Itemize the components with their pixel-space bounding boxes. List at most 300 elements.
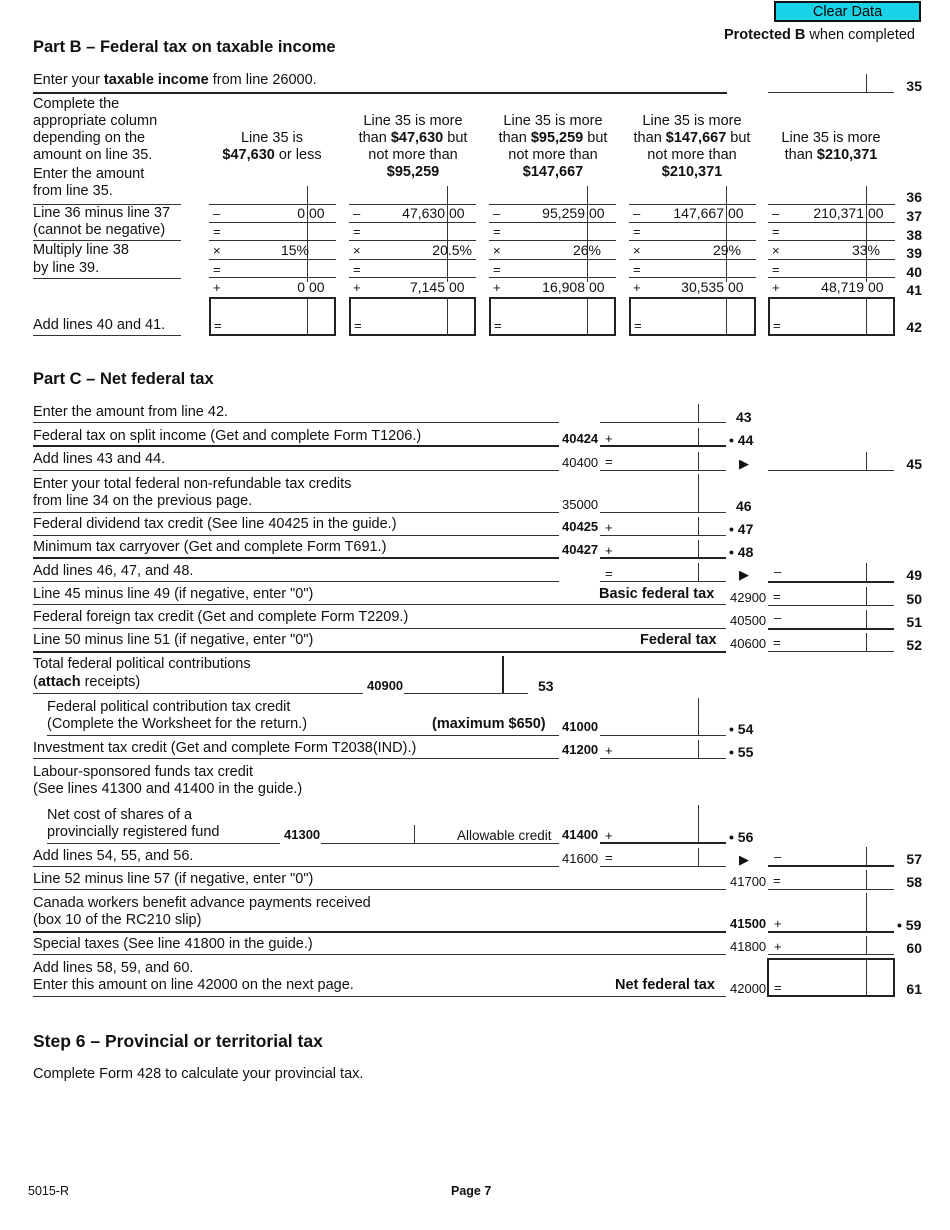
line41-cents: 00: [728, 279, 744, 295]
line37-cents: 00: [449, 205, 465, 221]
line40-input-col3[interactable]: [509, 261, 585, 277]
col1-h0: Line 35 is: [240, 130, 304, 146]
times-sign: ×: [353, 243, 361, 258]
l58-label: Line 52 minus line 57 (if negative, enter "0"): [33, 871, 314, 887]
col5-head: [764, 130, 898, 164]
equals-sign: =: [634, 318, 642, 333]
underline: [600, 470, 726, 471]
line56-input[interactable]: [615, 826, 695, 842]
underline: [768, 954, 894, 955]
cents-divider: [414, 825, 415, 843]
code-41400: 41400: [562, 827, 599, 842]
cents-divider: [866, 186, 867, 282]
line-number-40: 40: [906, 264, 922, 280]
line35-label: [33, 72, 317, 89]
divider: [47, 843, 280, 844]
cents-divider: [698, 698, 699, 735]
plus-sign: +: [493, 280, 501, 295]
line40-input-col2[interactable]: [369, 261, 445, 277]
plus-sign: +: [774, 916, 782, 931]
line51-input[interactable]: [785, 611, 864, 627]
line-number-57: 57: [906, 851, 922, 867]
cents-divider: [698, 740, 699, 758]
line59-input[interactable]: [785, 914, 864, 930]
instr-1: appropriate column: [33, 113, 158, 129]
line-number-43: 43: [736, 409, 752, 425]
divider: [33, 422, 559, 423]
line38: [209, 240, 336, 241]
line45-input[interactable]: [769, 453, 864, 469]
line41-dollars: 7,145: [409, 279, 445, 295]
part-c-title: Part C – Net federal tax: [33, 370, 214, 388]
underline: [768, 470, 894, 471]
code-40425: 40425: [562, 519, 599, 534]
underline: [768, 651, 894, 652]
underline: [768, 581, 894, 583]
rate: 29%: [712, 242, 741, 258]
line41-dollars: 30,535: [681, 279, 724, 295]
l55-label: Investment tax credit (Get and complete Form T2038(IND).): [33, 740, 417, 756]
l43-label: Enter the amount from line 42.: [33, 404, 229, 420]
instr-0: Complete the: [33, 96, 120, 112]
cents-divider: [698, 428, 699, 445]
divider: [33, 758, 559, 759]
line-number-55: • 55: [729, 744, 754, 760]
attach-bold: attach: [37, 674, 81, 690]
minus-sign: –: [493, 206, 501, 221]
divider: [47, 735, 559, 736]
line45a-input[interactable]: [615, 453, 695, 469]
col3-h2: not more than: [508, 147, 598, 163]
equals-sign: =: [773, 635, 781, 650]
col2-h1: than $47,630 but: [358, 130, 468, 146]
cents-divider: [698, 452, 699, 470]
plus-sign: +: [772, 280, 780, 295]
rate: 20.5%: [432, 242, 472, 258]
l54-label-a: Federal political contribution tax credit: [47, 699, 291, 715]
form-id: 5015-R: [28, 1184, 69, 1198]
code-40427: 40427: [562, 542, 599, 557]
equals-sign: =: [494, 318, 502, 333]
line38-input-col4[interactable]: [649, 223, 724, 239]
line40-input-col4[interactable]: [649, 261, 724, 277]
plus-sign: +: [774, 939, 782, 954]
line41-cents: 00: [309, 279, 325, 295]
divider: [33, 628, 726, 629]
underline: [600, 512, 726, 513]
line41-dollars: 0: [297, 279, 305, 295]
code-41500: 41500: [730, 916, 767, 931]
part-b-title: Part B – Federal tax on taxable income: [33, 38, 336, 56]
code-40600: 40600: [730, 636, 767, 651]
line42-input-col5[interactable]: [788, 316, 864, 332]
line47-input[interactable]: [615, 518, 695, 534]
line37-dollars: 0: [297, 205, 305, 221]
minus-sign: –: [774, 564, 782, 579]
minus-sign: –: [353, 206, 361, 221]
row42-label: Add lines 40 and 41.: [33, 317, 166, 333]
code-40400: 40400: [562, 455, 599, 470]
line-number-42: 42: [906, 319, 922, 335]
equals-sign: =: [605, 850, 613, 865]
line52-input[interactable]: [785, 634, 864, 650]
equals-sign: =: [353, 224, 361, 239]
col5-h0: Line 35 is more: [781, 130, 881, 146]
col3-h3: $147,667: [522, 164, 584, 180]
line37-dollars: 47,630: [402, 205, 445, 221]
code-42900: 42900: [730, 590, 767, 605]
row37-label-0: Line 36 minus line 37: [33, 205, 171, 221]
line-number-44: • 44: [729, 432, 754, 448]
line39: [349, 259, 476, 260]
l46-label-b: from line 34 on the previous page.: [33, 493, 253, 509]
line37-dollars: 95,259: [542, 205, 585, 221]
cents-divider: [866, 563, 867, 581]
line-number-41: 41: [906, 282, 922, 298]
cents-divider: [502, 656, 504, 693]
line40: [489, 277, 616, 278]
cents-divider: [698, 563, 699, 581]
arrow-right-icon: ▶: [739, 456, 749, 471]
line39: [768, 259, 895, 260]
col1-head: Line 35 is $47,630 or less: [208, 130, 336, 164]
underline: [600, 557, 726, 559]
equals-sign: =: [633, 224, 641, 239]
underline: [600, 445, 726, 447]
divider: [33, 535, 559, 536]
line-number-53: 53: [538, 678, 554, 694]
underline: [600, 842, 726, 844]
l51-label: Federal foreign tax credit (Get and complete Form T2209.): [33, 609, 409, 625]
line40-input-col5[interactable]: [788, 261, 864, 277]
plus-sign: +: [605, 828, 613, 843]
line38-input-col1[interactable]: [229, 223, 305, 239]
protected-label: [724, 27, 915, 44]
cents-divider: [866, 893, 867, 931]
cents-divider: [698, 540, 699, 557]
equals-sign: =: [605, 566, 613, 581]
line46-input[interactable]: [601, 495, 695, 511]
underline: [768, 931, 894, 933]
l56-label-a: Net cost of shares of a: [47, 807, 193, 823]
line48-input[interactable]: [615, 541, 695, 557]
divider: [33, 651, 726, 653]
line38: [768, 240, 895, 241]
equals-sign: =: [773, 318, 781, 333]
code-40500: 40500: [730, 613, 767, 628]
cents-divider: [698, 848, 699, 866]
code-41700: 41700: [730, 874, 767, 889]
line-number-56: • 56: [729, 829, 754, 845]
divider: [33, 557, 559, 559]
line38-input-col2[interactable]: [369, 223, 445, 239]
line42-input-col2[interactable]: [369, 316, 445, 332]
line38: [629, 240, 756, 241]
equals-sign: =: [773, 873, 781, 888]
cents-divider: [447, 297, 448, 336]
step6-title: Step 6 – Provincial or territorial tax: [33, 1031, 323, 1051]
equals-sign: =: [772, 224, 780, 239]
divider: [33, 693, 363, 694]
code-41000: 41000: [562, 719, 599, 734]
underline: [600, 866, 726, 867]
col2-head: [343, 113, 483, 181]
federal-tax-label: Federal tax: [640, 632, 717, 648]
protected-b: Protected B: [723, 27, 806, 43]
col4-h3: $210,371: [661, 164, 723, 180]
equals-sign: =: [605, 454, 613, 469]
maximum-650-label: (maximum $650): [432, 716, 546, 732]
line57a-input[interactable]: [615, 849, 695, 865]
underline: [404, 693, 528, 694]
times-sign: ×: [772, 243, 780, 258]
instructions: [33, 96, 157, 200]
line-number-36: 36: [906, 189, 922, 205]
row39-label-0: Multiply line 38: [33, 242, 129, 258]
line39: [489, 259, 616, 260]
l57-label: Add lines 54, 55, and 56.: [33, 848, 194, 864]
divider: [33, 278, 181, 279]
code-41300: 41300: [284, 827, 321, 842]
plus-sign: +: [633, 280, 641, 295]
step6-text: Complete Form 428 to calculate your provincial tax.: [33, 1066, 364, 1082]
underline: [600, 758, 726, 759]
line41-cents: 00: [589, 279, 605, 295]
underline: [600, 581, 726, 582]
protected-rest: when completed: [805, 27, 915, 43]
row39-label-1: by line 39.: [33, 260, 100, 276]
cents-divider: [866, 74, 867, 92]
line-number-45: 45: [906, 456, 922, 472]
equals-sign: =: [353, 262, 361, 277]
code-41200: 41200: [562, 742, 599, 757]
cents-divider: [587, 297, 588, 336]
line44-input[interactable]: [615, 429, 695, 445]
l44-label: Federal tax on split income (Get and complete Form T1206.): [33, 428, 422, 444]
cents-divider: [866, 847, 867, 865]
cents-divider: [866, 958, 867, 997]
line40: [629, 277, 756, 278]
line49a-input[interactable]: [615, 564, 695, 580]
plus-sign: +: [353, 280, 361, 295]
l54-label-b: (Complete the Worksheet for the return.): [47, 716, 308, 732]
l59-label-b: (box 10 of the RC210 slip): [33, 912, 202, 928]
line57-input[interactable]: [785, 849, 864, 865]
cents-divider: [866, 587, 867, 605]
times-sign: ×: [493, 243, 501, 258]
instr-2: depending on the: [33, 130, 146, 146]
cents-divider: [726, 297, 727, 336]
code-40900: 40900: [367, 678, 404, 693]
clear-data-button[interactable]: Clear Data: [774, 1, 921, 22]
code-35000: 35000: [562, 497, 599, 512]
line-number-37: 37: [906, 208, 922, 224]
line41300-input[interactable]: [322, 826, 412, 842]
divider: [33, 866, 559, 867]
line-number-47: • 47: [729, 521, 754, 537]
l46-label-a: Enter your total federal non-refundable tax credits: [33, 476, 352, 492]
underline: [600, 422, 726, 423]
col1-h1: $47,630: [222, 147, 275, 163]
line-number-54: • 54: [729, 721, 754, 737]
line-number-50: 50: [906, 591, 922, 607]
divider: [33, 470, 559, 471]
net-federal-tax-label: Net federal tax: [615, 977, 715, 993]
code-41800: 41800: [730, 939, 767, 954]
code-42000: 42000: [730, 981, 767, 996]
l52-label: Line 50 minus line 51 (if negative, enter "0"): [33, 632, 314, 648]
cents-divider: [587, 186, 588, 282]
divider: [33, 954, 726, 955]
minus-sign: –: [213, 206, 221, 221]
col4-h2: not more than: [647, 147, 737, 163]
cents-divider: [866, 297, 867, 336]
divider: [33, 92, 727, 94]
plus-sign: +: [213, 280, 221, 295]
col5-h1: than $210,371: [784, 147, 878, 163]
l47-label: Federal dividend tax credit (See line 40425 in the guide.): [33, 516, 397, 532]
line53-input[interactable]: [405, 676, 501, 692]
l50-label: Line 45 minus line 49 (if negative, enter "0"): [33, 586, 314, 602]
col3-h0: Line 35 is more: [503, 113, 603, 129]
cents-divider: [447, 186, 448, 282]
line-number-39: 39: [906, 245, 922, 261]
l61-label-a: Add lines 58, 59, and 60.: [33, 960, 194, 976]
line38: [349, 240, 476, 241]
col3-h1: than $95,259 but: [498, 130, 608, 146]
line41-cents: 00: [449, 279, 465, 295]
line-number-52: 52: [906, 637, 922, 653]
line-number-51: 51: [906, 614, 922, 630]
l53-label-a: Total federal political contributions: [33, 656, 251, 672]
divider: [33, 512, 559, 513]
line37-cents: 00: [728, 205, 744, 221]
line61-input[interactable]: [785, 978, 864, 994]
basic-federal-tax-label: Basic federal tax: [599, 586, 715, 602]
divider: [33, 240, 181, 241]
l59-label-a: Canada workers benefit advance payments received: [33, 895, 371, 911]
enter-amount-0: Enter the amount: [33, 166, 145, 182]
cents-divider: [307, 186, 308, 282]
line-number-38: 38: [906, 227, 922, 243]
col4-h0: Line 35 is more: [642, 113, 742, 129]
line39: [629, 259, 756, 260]
l35-pre: Enter your: [33, 72, 104, 88]
divider: [33, 604, 726, 605]
divider: [33, 581, 559, 582]
line37-dollars: 210,371: [813, 205, 864, 221]
times-sign: ×: [213, 243, 221, 258]
line42-input-col4[interactable]: [649, 316, 724, 332]
line39: [209, 259, 336, 260]
line41-cents: 00: [868, 279, 884, 295]
cents-divider: [866, 633, 867, 651]
line43-input[interactable]: [601, 405, 695, 421]
minus-sign: –: [772, 206, 780, 221]
divider: [33, 996, 726, 997]
arrow-right-icon: ▶: [739, 852, 749, 867]
line58-input[interactable]: [785, 872, 864, 888]
line40: [768, 277, 895, 278]
rate: 26%: [572, 242, 601, 258]
line35-input[interactable]: [768, 75, 864, 91]
col4-h1: than $147,667 but: [633, 130, 751, 146]
line54-input[interactable]: [601, 718, 695, 734]
l48-label: Minimum tax carryover (Get and complete Form T691.): [33, 539, 387, 555]
line-number-46: 46: [736, 498, 752, 514]
allowable-credit-label: Allowable credit: [457, 828, 552, 843]
line-number-49: 49: [906, 567, 922, 583]
col2-h3: $95,259: [386, 164, 440, 180]
line38-input-col3[interactable]: [509, 223, 585, 239]
minus-sign: –: [774, 610, 782, 625]
l56-label-b: provincially registered fund: [47, 824, 220, 840]
underline: [600, 535, 726, 536]
line37-cents: 00: [309, 205, 325, 221]
line37-cents: 00: [868, 205, 884, 221]
plus-sign: +: [605, 543, 613, 558]
divider: [33, 335, 181, 336]
line55-input[interactable]: [615, 741, 695, 757]
line41-dollars: 48,719: [821, 279, 864, 295]
line40-input-col1[interactable]: [229, 261, 305, 277]
line37-dollars: 147,667: [673, 205, 724, 221]
page-number: Page 7: [451, 1184, 492, 1198]
cents-divider: [698, 474, 699, 512]
enter-amount-1: from line 35.: [33, 183, 113, 199]
row37-label-1: (cannot be negative): [33, 222, 166, 238]
line42-input-col3[interactable]: [509, 316, 585, 332]
line49-input[interactable]: [785, 564, 864, 580]
plus-sign: +: [605, 431, 613, 446]
plus-sign: +: [605, 520, 613, 535]
cents-divider: [726, 186, 727, 282]
line35-underline: [768, 92, 894, 93]
underline: [768, 865, 894, 867]
l45-label: Add lines 43 and 44.: [33, 451, 166, 467]
l35-post: from line 26000.: [208, 72, 317, 88]
l53-label-b: (attach receipts): [33, 674, 141, 690]
line-number-59: • 59: [897, 917, 922, 933]
labour-label-b: (See lines 41300 and 41400 in the guide.): [33, 781, 303, 797]
equals-sign: =: [493, 224, 501, 239]
line50-input[interactable]: [785, 588, 864, 604]
times-sign: ×: [633, 243, 641, 258]
underline: [768, 628, 894, 630]
cents-divider: [866, 936, 867, 954]
l61-label-b: Enter this amount on line 42000 on the next page.: [33, 977, 354, 993]
line38-input-col5[interactable]: [788, 223, 864, 239]
underline: [600, 735, 726, 736]
underline: [768, 605, 894, 606]
code-41600: 41600: [562, 851, 599, 866]
plus-sign: +: [605, 743, 613, 758]
line60-input[interactable]: [785, 937, 864, 953]
line-number-60: 60: [906, 940, 922, 956]
divider: [33, 931, 726, 933]
line42-input-col1[interactable]: [229, 316, 305, 332]
line38: [489, 240, 616, 241]
equals-sign: =: [633, 262, 641, 277]
equals-sign: =: [772, 262, 780, 277]
col2-h0: Line 35 is more: [363, 113, 463, 129]
equals-sign: =: [774, 980, 782, 995]
line-number-35: 35: [906, 78, 922, 94]
l60-label: Special taxes (See line 41800 in the guide.): [33, 936, 313, 952]
divider: [33, 445, 559, 447]
line-number-61: 61: [906, 981, 922, 997]
col3-head: [483, 113, 623, 181]
